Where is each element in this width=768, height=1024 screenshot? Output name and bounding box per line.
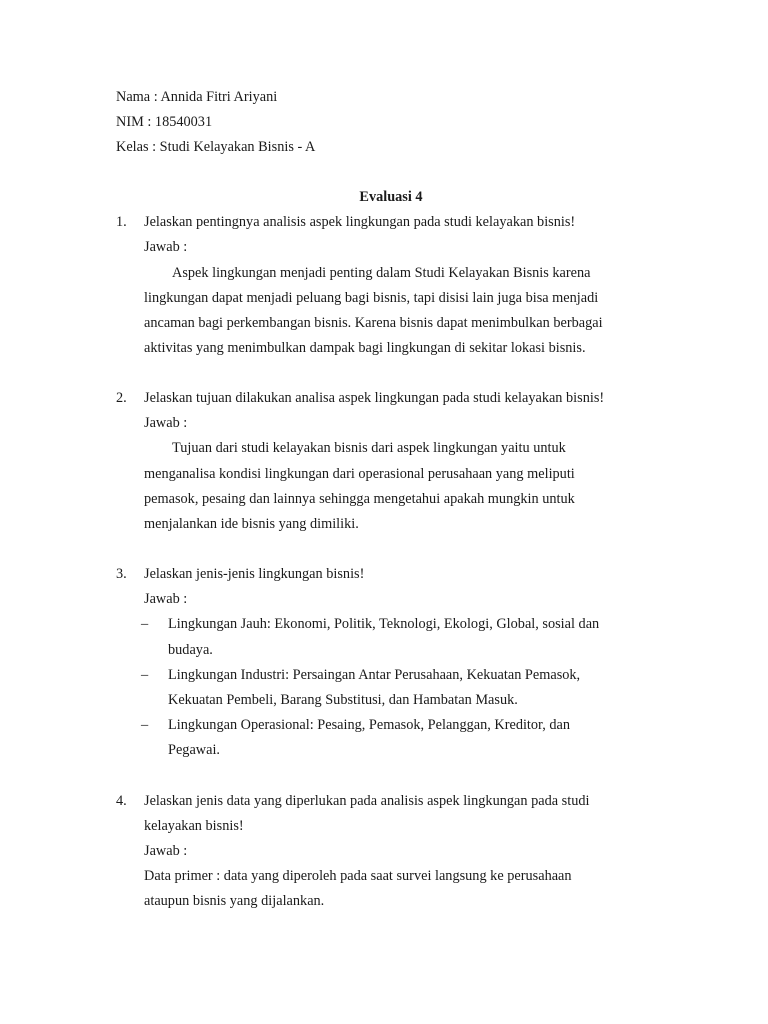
bullet-text: Pegawai. xyxy=(168,742,221,758)
answer-line: ancaman bagi perkembangan bisnis. Karena bisnis dapat menimbulkan berbagai xyxy=(144,315,603,331)
bullet-dash: – xyxy=(141,717,149,733)
question-number: 3. xyxy=(116,566,127,582)
bullet-dash: – xyxy=(141,616,149,632)
document-title: Evaluasi 4 xyxy=(359,189,423,205)
bullet-text: budaya. xyxy=(168,642,213,658)
question-number: 4. xyxy=(116,793,127,809)
question-number: 2. xyxy=(116,390,127,406)
question-text: Jelaskan jenis data yang diperlukan pada analisis aspek lingkungan pada studi xyxy=(144,793,590,809)
question-text: Jelaskan tujuan dilakukan analisa aspek lingkungan pada studi kelayakan bisnis! xyxy=(144,390,605,406)
answer-line: Tujuan dari studi kelayakan bisnis dari aspek lingkungan yaitu untuk xyxy=(172,440,566,456)
question-text: kelayakan bisnis! xyxy=(144,818,244,834)
student-name: Nama : Annida Fitri Ariyani xyxy=(116,89,278,105)
answer-line: aktivitas yang menimbulkan dampak bagi lingkungan di sekitar lokasi bisnis. xyxy=(144,340,586,356)
question-text: Jelaskan jenis-jenis lingkungan bisnis! xyxy=(144,566,365,582)
question-number: 1. xyxy=(116,214,127,230)
answer-line: lingkungan dapat menjadi peluang bagi bisnis, tapi disisi lain juga bisa menjadi xyxy=(144,290,599,306)
answer-line: Aspek lingkungan menjadi penting dalam Studi Kelayakan Bisnis karena xyxy=(172,265,591,281)
bullet-text: Kekuatan Pembeli, Barang Substitusi, dan Hambatan Masuk. xyxy=(168,692,518,708)
question-text: Jelaskan pentingnya analisis aspek lingkungan pada studi kelayakan bisnis! xyxy=(144,214,576,230)
answer-line: menjalankan ide bisnis yang dimiliki. xyxy=(144,516,359,532)
answer-line: Data primer : data yang diperoleh pada saat survei langsung ke perusahaan xyxy=(144,868,572,884)
student-nim: NIM : 18540031 xyxy=(116,114,213,130)
answer-line: ataupun bisnis yang dijalankan. xyxy=(144,893,325,909)
bullet-text: Lingkungan Operasional: Pesaing, Pemasok, Pelanggan, Kreditor, dan xyxy=(168,717,571,733)
answer-label: Jawab : xyxy=(144,415,188,431)
answer-line: menganalisa kondisi lingkungan dari operasional perusahaan yang meliputi xyxy=(144,466,575,482)
bullet-text: Lingkungan Industri: Persaingan Antar Perusahaan, Kekuatan Pemasok, xyxy=(168,667,581,683)
answer-label: Jawab : xyxy=(144,843,188,859)
answer-label: Jawab : xyxy=(144,239,188,255)
bullet-dash: – xyxy=(141,667,149,683)
answer-label: Jawab : xyxy=(144,591,188,607)
bullet-text: Lingkungan Jauh: Ekonomi, Politik, Teknologi, Ekologi, Global, sosial dan xyxy=(168,616,600,632)
student-class: Kelas : Studi Kelayakan Bisnis - A xyxy=(116,139,316,155)
answer-line: pemasok, pesaing dan lainnya sehingga mengetahui apakah mungkin untuk xyxy=(144,491,575,507)
